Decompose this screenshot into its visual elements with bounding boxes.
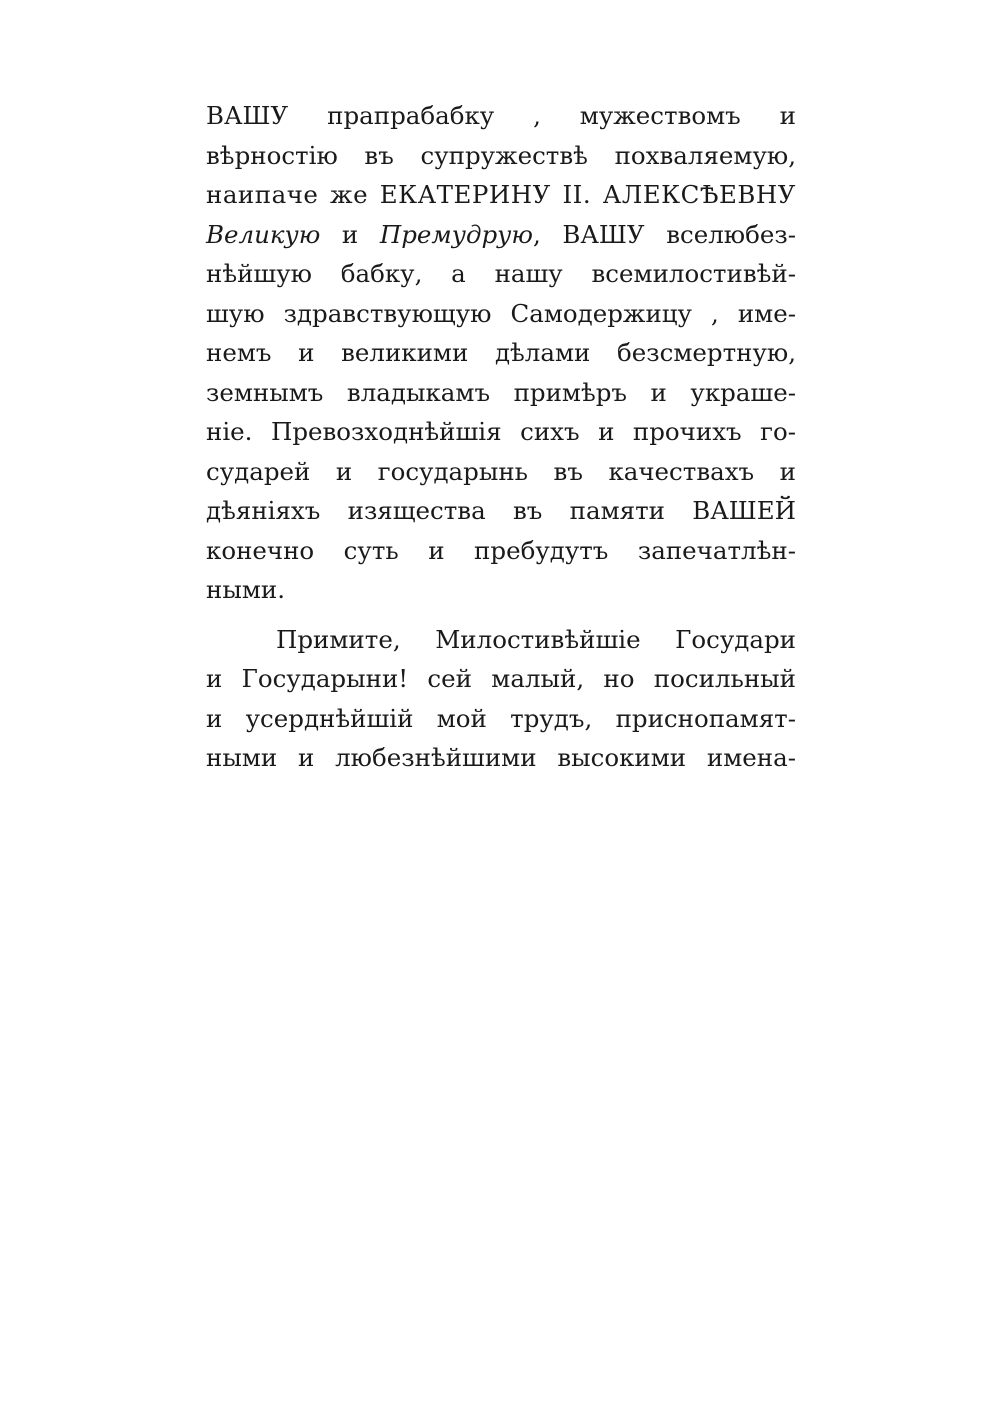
text-line: Примите, Милостивѣйшіе Государи xyxy=(276,624,796,654)
text-line: ніе. Превозходнѣйшія сихъ и прочихъ го- xyxy=(206,417,796,446)
paragraph-gap xyxy=(206,610,796,620)
text-line: ВАШУ прапрабабку , мужествомъ и xyxy=(206,101,796,130)
paragraph-1 xyxy=(206,96,796,610)
text-fragment: , ВАШУ вселюбез- xyxy=(532,219,796,249)
paragraph-2 xyxy=(206,620,796,778)
text-fragment: и xyxy=(320,219,380,249)
text-line: шую здравствующую Самодержицу , име- xyxy=(206,298,796,328)
italic-word: Премудрую xyxy=(379,219,533,249)
italic-word: Великую xyxy=(206,219,321,249)
text-line: конечно суть и пребудутъ запечатлѣн- xyxy=(206,535,796,565)
text-line: сударей и государынь въ качествахъ и xyxy=(206,456,796,486)
text-line: немъ и великими дѣлами безсмертную, xyxy=(206,338,796,367)
text-line: дѣяніяхъ изящества въ памяти ВАШЕЙ xyxy=(206,496,796,525)
body-text xyxy=(206,96,796,778)
text-line: ными и любезнѣйшими высокими имена- xyxy=(206,743,796,772)
text-line: вѣрностію въ супружествѣ похваляемую, xyxy=(206,140,796,170)
text-line: земнымъ владыкамъ примѣръ и украше- xyxy=(206,377,796,407)
text-line: наипаче же ЕКАТЕРИНУ II. АЛЕКСѢЕВНУ xyxy=(206,180,796,209)
text-line: и Государыни! сей малый, но посильный xyxy=(206,664,796,693)
text-line-with-italics xyxy=(206,215,796,255)
text-line: ными. xyxy=(206,575,286,604)
text-line: нѣйшую бабку, а нашу всемилостивѣй- xyxy=(206,259,796,288)
text-line: и усерднѣйшій мой трудъ, приснопамят- xyxy=(206,703,796,733)
